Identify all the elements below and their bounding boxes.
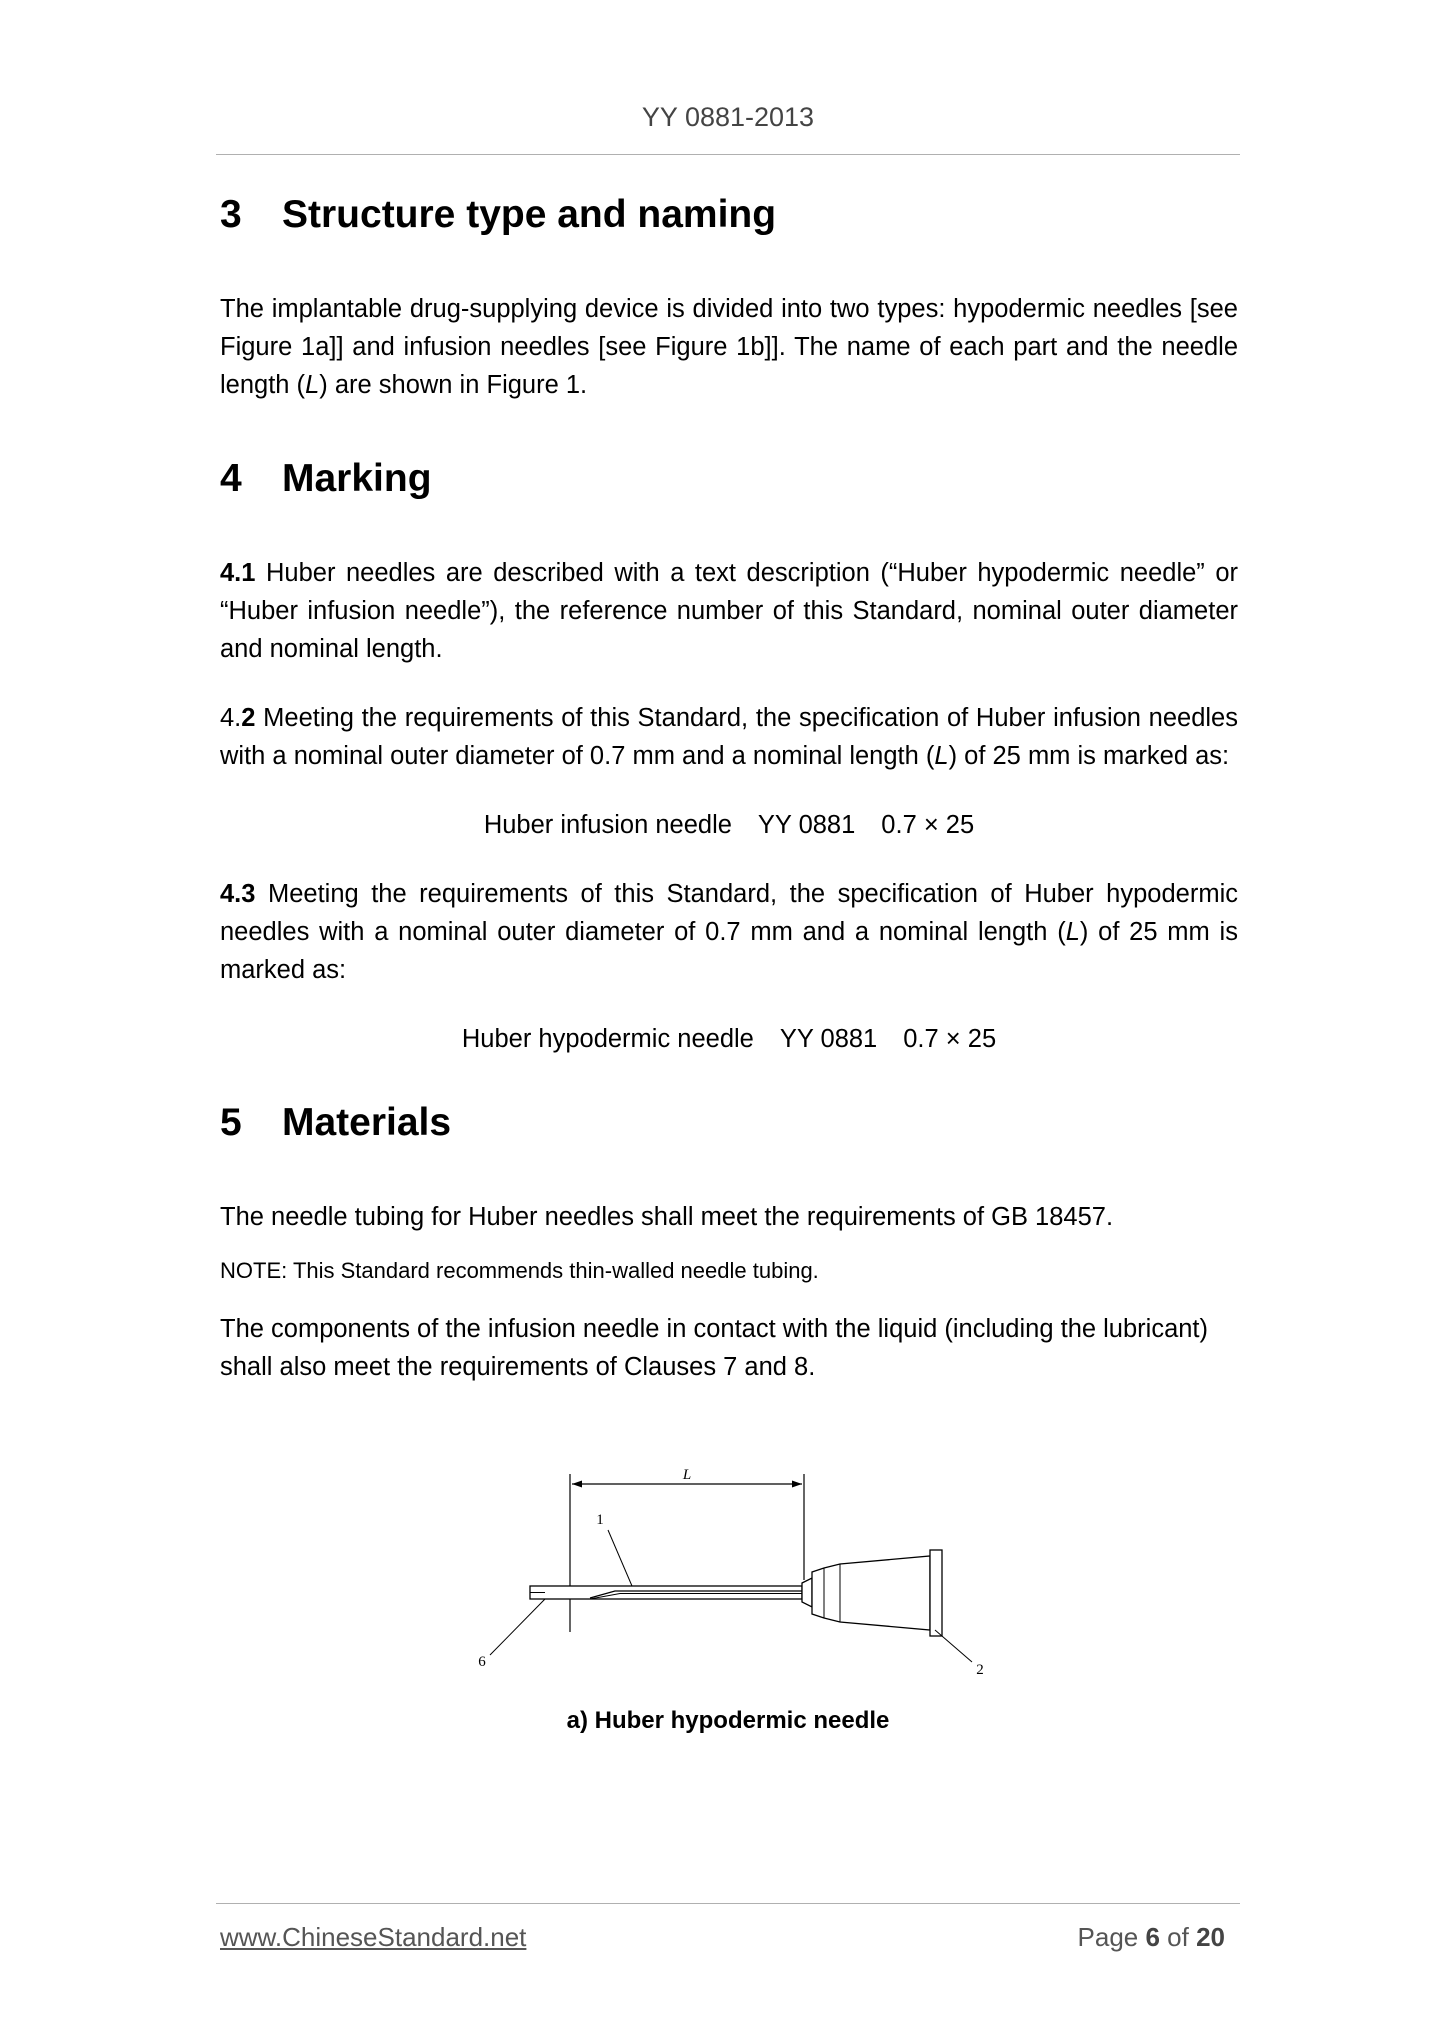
note: NOTE: This Standard recommends thin-walled needle tubing.	[220, 1258, 819, 1283]
section-4-heading	[220, 444, 1238, 514]
dimension-arrow-right	[792, 1481, 802, 1488]
clause-4-3	[220, 875, 1238, 989]
section-5-heading	[220, 1088, 1238, 1158]
section-title: Structure type and naming	[282, 193, 777, 236]
paragraph-text: The implantable drug-supplying device is divided into two types: hypodermic needles [see Figure 1a]] and infusion needles [see Figure 1b]]. The name of each part and the needle length (	[220, 295, 1238, 399]
section-3-paragraph	[220, 290, 1238, 404]
page-of: of	[1159, 1922, 1197, 1952]
clause-text: ) of 25 mm is marked as:	[948, 742, 1230, 770]
callout-2: 2	[976, 1662, 984, 1678]
section-5-paragraph-1: The needle tubing for Huber needles shall meet the requirements of GB 18457.	[220, 1203, 1114, 1231]
section-number: 5	[220, 1101, 242, 1144]
clause-4-2	[220, 699, 1238, 775]
page-prefix: Page	[1077, 1922, 1146, 1952]
variable-L: L	[934, 742, 949, 770]
clause-number-prefix: 4.	[220, 704, 242, 732]
callout-1: 1	[596, 1512, 604, 1528]
callout-leader-1	[608, 1530, 632, 1586]
page-total: 20	[1196, 1922, 1225, 1952]
dimension-arrow-left	[572, 1481, 582, 1488]
callout-leader-2	[935, 1630, 972, 1662]
section-title: Materials	[282, 1101, 452, 1144]
hub-collar	[802, 1578, 812, 1607]
marking-standard: YY 0881	[757, 811, 856, 839]
marking-example-hypodermic	[220, 1020, 1238, 1058]
clause-number: 4.3	[220, 880, 256, 908]
section-3-heading	[220, 180, 1238, 250]
figure-caption: a) Huber hypodermic needle	[566, 1707, 890, 1734]
hypodermic-needle-drawing	[440, 1452, 1000, 1692]
clause-4-1	[220, 554, 1238, 668]
footer-divider	[216, 1903, 1240, 1904]
page-content	[220, 180, 1238, 1386]
section-number: 4	[220, 457, 242, 500]
page-indicator	[1078, 1922, 1225, 1953]
marking-name: Huber infusion needle	[483, 811, 732, 839]
clause-text: Meeting the requirements of this Standard, the specification of Huber hypodermic needles with a nominal outer diameter of 0.7 mm and a nominal length (	[220, 880, 1238, 946]
clause-text: Huber needles are described with a text description (“Huber hypodermic needle” or “Huber infusion needle”), the reference number of this Standard, nominal outer diameter and nominal length.	[220, 559, 1238, 663]
marking-spec: 0.7 × 25	[903, 1025, 997, 1053]
hub-flange	[930, 1550, 942, 1636]
section-number: 3	[220, 193, 242, 236]
section-title: Marking	[282, 457, 432, 500]
dimension-label: L	[682, 1467, 692, 1483]
paragraph-text: ) are shown in Figure 1.	[319, 371, 588, 399]
marking-example-infusion	[220, 806, 1238, 844]
marking-name: Huber hypodermic needle	[461, 1025, 754, 1053]
page-number: 6	[1145, 1922, 1160, 1952]
variable-L: L	[305, 371, 320, 399]
callout-6: 6	[478, 1654, 486, 1670]
clause-number: 4.1	[220, 559, 256, 587]
website-link[interactable]: www.ChineseStandard.net	[220, 1922, 527, 1952]
clause-text: ) of 25 mm is marked as:	[220, 918, 1238, 984]
page-header: YY 0881-2013	[641, 102, 815, 132]
header-divider	[216, 154, 1240, 155]
needle-hub	[812, 1556, 930, 1630]
marking-standard: YY 0881	[779, 1025, 878, 1053]
variable-L: L	[1065, 918, 1080, 946]
needle-tube	[530, 1586, 802, 1599]
clause-number: 2	[241, 704, 256, 732]
callout-leader-6	[490, 1599, 545, 1655]
marking-spec: 0.7 × 25	[881, 811, 975, 839]
figure-1a	[440, 1452, 1000, 1692]
section-5-paragraph-2: The components of the infusion needle in contact with the liquid (including the lubricant) shall also meet the requirements of Clauses 7 and 8.	[220, 1315, 1209, 1381]
clause-text: Meeting the requirements of this Standard, the specification of Huber infusion needles with a nominal outer diameter of 0.7 mm and a nominal length (	[220, 704, 1238, 770]
